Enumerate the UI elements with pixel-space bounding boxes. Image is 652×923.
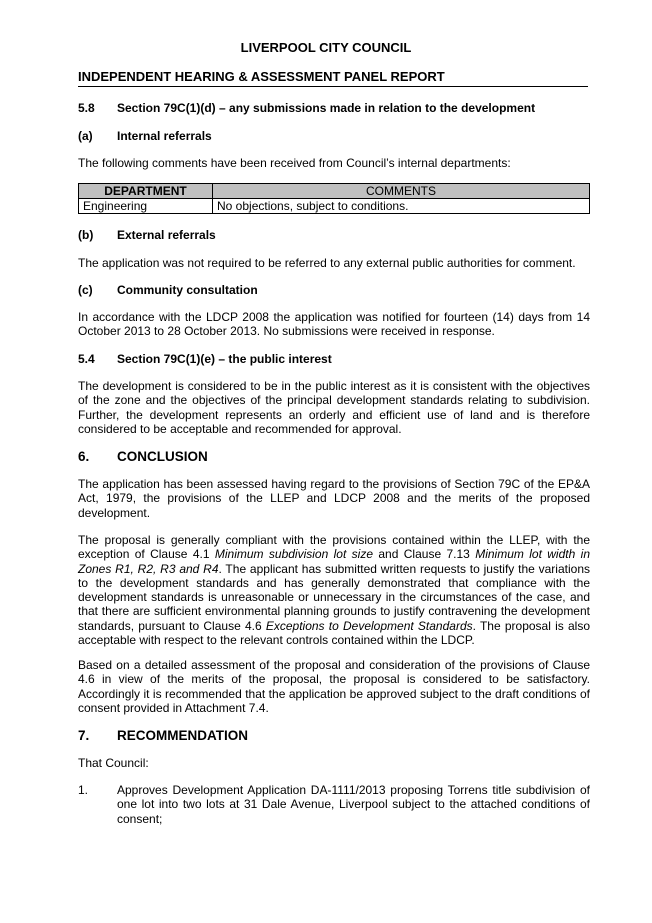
conclusion-paragraph-2: The proposal is generally compliant with the provisions contained within the LLEP, with the exception of Clause 4.1 Minimum subdivision lot size and Clause 7.13 Minimum lot width in Zones R1, R2, R3 and R4. The applicant has submitted written requests to justify the variations to the development standards and has generally demonstrated that compliance with the development standards is unreasonable or unnecessary in the circumstances of the case, and that there are sufficient environmental planning grounds to justify contravening the development standards, pursuant to Clause 4.6 Exceptions to Development Standards. The proposal is also acceptable with respect to the relevant controls contained within the LDCP.	[78, 533, 590, 648]
section-title: CONCLUSION	[117, 449, 208, 464]
subsection-number: (a)	[78, 129, 93, 143]
council-name: LIVERPOOL CITY COUNCIL	[240, 40, 412, 55]
table-header-row	[79, 184, 590, 199]
external-referrals-text: The application was not required to be referred to any external public authorities for comment.	[78, 256, 576, 270]
community-consultation-text: In accordance with the LDCP 2008 the application was notified for fourteen (14) days from 14 October 2013 to 28 October 2013. No submissions were received in response.	[78, 310, 590, 339]
list-item-number: 1.	[78, 783, 89, 797]
section-number: 7.	[78, 728, 90, 743]
list-item	[78, 783, 590, 826]
subsection-a-heading	[78, 129, 212, 143]
conclusion-paragraph-1: The application has been assessed having regard to the provisions of Section 79C of the EP&A Act, 1979, the provisions of the LLEP and LDCP 2008 and the merits of the proposed development.	[78, 477, 590, 520]
section-5-4-heading	[78, 352, 332, 366]
subsection-title: Internal referrals	[117, 129, 212, 143]
section-title: Section 79C(1)(e) – the public interest	[117, 352, 332, 366]
subsection-number: (c)	[78, 283, 93, 297]
subsection-title: External referrals	[117, 228, 216, 242]
report-title: INDEPENDENT HEARING & ASSESSMENT PANEL REPORT	[78, 69, 445, 84]
section-5-8-heading	[78, 101, 535, 115]
section-number: 5.8	[78, 101, 95, 115]
internal-referrals-text: The following comments have been received from Council’s internal departments:	[78, 156, 511, 170]
conclusion-paragraph-3: Based on a detailed assessment of the proposal and consideration of the provisions of Clause 4.6 in view of the merits of the proposal, the proposal is considered to be satisfactory. Accordingly it is recommended that the application be approved subject to the draft conditions of consent provided in Attachment 7.4.	[78, 658, 590, 715]
conclusion-heading	[78, 449, 208, 464]
subsection-c-heading	[78, 283, 258, 297]
referrals-table	[78, 183, 590, 214]
comment-cell: No objections, subject to conditions.	[213, 199, 590, 214]
header-rule	[78, 86, 588, 87]
recommendation-intro: That Council:	[78, 756, 149, 770]
list-item-text: Approves Development Application DA-1111/2013 proposing Torrens title subdivision of one lot into two lots at 31 Dale Avenue, Liverpool subject to the attached conditions of consent;	[117, 783, 590, 826]
section-number: 5.4	[78, 352, 95, 366]
recommendation-heading	[78, 728, 248, 743]
department-column-header: DEPARTMENT	[79, 184, 213, 199]
subsection-title: Community consultation	[117, 283, 258, 297]
subsection-b-heading	[78, 228, 216, 242]
section-title: Section 79C(1)(d) – any submissions made in relation to the development	[117, 101, 536, 115]
public-interest-text: The development is considered to be in the public interest as it is consistent with the objectives of the zone and the objectives of the principal development standards relating to subdivision. Further, the development represents an orderly and efficient use of land and is therefore considered to be acceptable and recommended for approval.	[78, 379, 590, 436]
table-row	[79, 199, 590, 214]
section-title: RECOMMENDATION	[117, 728, 248, 743]
subsection-number: (b)	[78, 228, 94, 242]
section-number: 6.	[78, 449, 90, 464]
comments-column-header: COMMENTS	[213, 184, 590, 199]
department-cell: Engineering	[79, 199, 213, 214]
